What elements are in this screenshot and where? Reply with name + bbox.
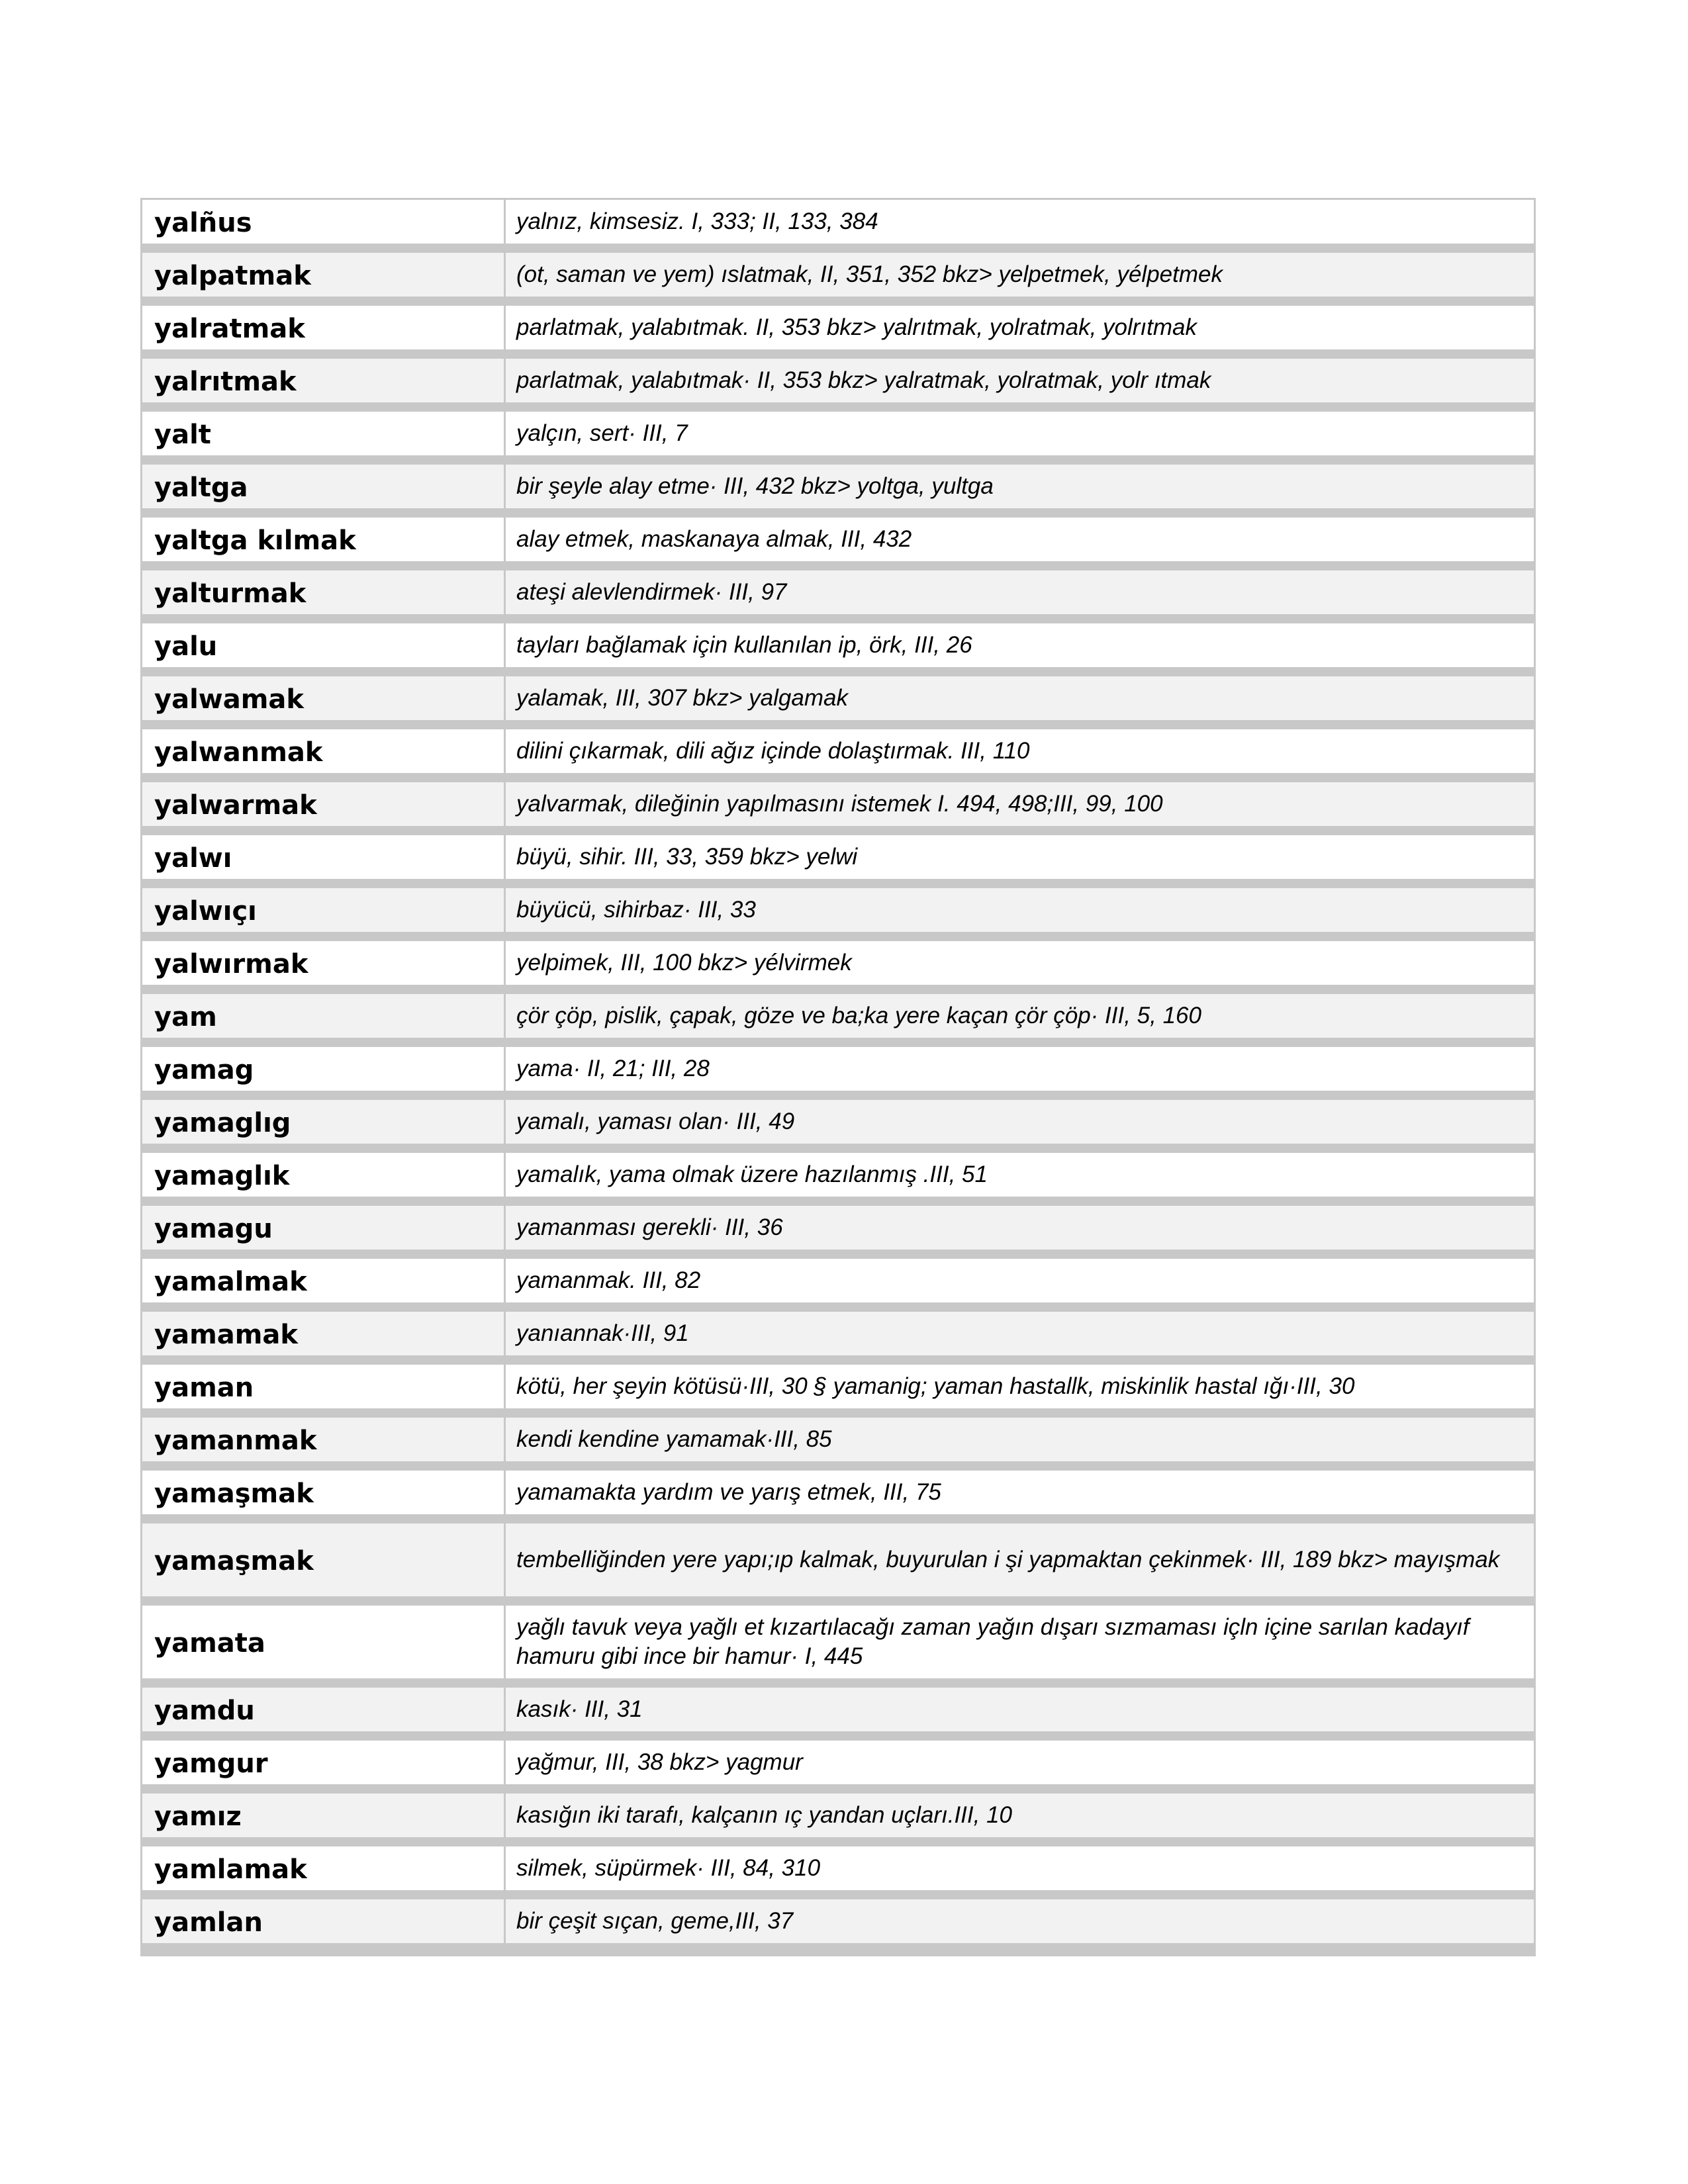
definition-cell: kötü, her şeyin kötüsü·III, 30 § yamanig; yaman hastallk, miskinlik hastal ığı·III, 30: [506, 1365, 1534, 1418]
term-cell: yalwanmak: [142, 729, 506, 782]
term-cell: yalpatmak: [142, 253, 506, 306]
table-row: [142, 1524, 1534, 1606]
term-cell: yaman: [142, 1365, 506, 1418]
table-row: [142, 623, 1534, 676]
term-cell: yalñus: [142, 200, 506, 253]
definition-cell: yama· II, 21; III, 28: [506, 1047, 1534, 1100]
table-row: [142, 465, 1534, 518]
term-cell: yamamak: [142, 1312, 506, 1365]
term-cell: yaltga kılmak: [142, 518, 506, 570]
term-cell: yamalmak: [142, 1259, 506, 1312]
term-cell: yalu: [142, 623, 506, 676]
table-row: [142, 1846, 1534, 1899]
definition-cell: yamalı, yaması olan· III, 49: [506, 1100, 1534, 1153]
table-row: [142, 359, 1534, 412]
term-cell: yamaşmak: [142, 1471, 506, 1524]
table-row: [142, 941, 1534, 994]
table-row: [142, 729, 1534, 782]
table-row: [142, 835, 1534, 888]
definition-cell: (ot, saman ve yem) ıslatmak, II, 351, 352 bkz> yelpetmek, yélpetmek: [506, 253, 1534, 306]
definition-cell: yelpimek, III, 100 bkz> yélvirmek: [506, 941, 1534, 994]
term-cell: yalturmak: [142, 570, 506, 623]
table-row: [142, 1100, 1534, 1153]
definition-cell: büyücü, sihirbaz· III, 33: [506, 888, 1534, 941]
table-row: [142, 1153, 1534, 1206]
definition-cell: bir çeşit sıçan, geme,III, 37: [506, 1899, 1534, 1943]
table-row: [142, 412, 1534, 465]
definition-cell: alay etmek, maskanaya almak, III, 432: [506, 518, 1534, 570]
table-row: [142, 1741, 1534, 1794]
table-row: [142, 1365, 1534, 1418]
definition-cell: yalnız, kimsesiz. I, 333; II, 133, 384: [506, 200, 1534, 253]
table-row: [142, 1418, 1534, 1471]
table-row: [142, 1688, 1534, 1741]
table-row: [142, 1047, 1534, 1100]
definition-cell: tayları bağlamak için kullanılan ip, örk, III, 26: [506, 623, 1534, 676]
term-cell: yamaglık: [142, 1153, 506, 1206]
definition-cell: yalvarmak, dileğinin yapılmasını istemek I. 494, 498;III, 99, 100: [506, 782, 1534, 835]
term-cell: yamız: [142, 1794, 506, 1846]
definition-cell: yağmur, III, 38 bkz> yagmur: [506, 1741, 1534, 1794]
term-cell: yamlan: [142, 1899, 506, 1943]
definition-cell: parlatmak, yalabıtmak· II, 353 bkz> yalratmak, yolratmak, yolr ıtmak: [506, 359, 1534, 412]
definition-cell: yamamakta yardım ve yarış etmek, III, 75: [506, 1471, 1534, 1524]
table-row: [142, 1794, 1534, 1846]
glossary-table: [140, 198, 1536, 1956]
definition-cell: silmek, süpürmek· III, 84, 310: [506, 1846, 1534, 1899]
definition-cell: tembelliğinden yere yapı;ıp kalmak, buyurulan i şi yapmaktan çekinmek· III, 189 bkz> mayışmak: [506, 1524, 1534, 1606]
term-cell: yamaglıg: [142, 1100, 506, 1153]
term-cell: yamanmak: [142, 1418, 506, 1471]
definition-cell: yamalık, yama olmak üzere hazılanmış .III, 51: [506, 1153, 1534, 1206]
term-cell: yamgur: [142, 1741, 506, 1794]
definition-cell: kasık· III, 31: [506, 1688, 1534, 1741]
table-row: [142, 306, 1534, 359]
definition-cell: kasığın iki tarafı, kalçanın ıç yandan uçları.III, 10: [506, 1794, 1534, 1846]
table-row: [142, 200, 1534, 253]
table-row: [142, 253, 1534, 306]
table-row: [142, 782, 1534, 835]
table-row: [142, 888, 1534, 941]
term-cell: yamlamak: [142, 1846, 506, 1899]
definition-cell: bir şeyle alay etme· III, 432 bkz> yoltga, yultga: [506, 465, 1534, 518]
term-cell: yam: [142, 994, 506, 1047]
term-cell: yamdu: [142, 1688, 506, 1741]
term-cell: yalwırmak: [142, 941, 506, 994]
table-row: [142, 1471, 1534, 1524]
table-row: [142, 676, 1534, 729]
term-cell: yalwamak: [142, 676, 506, 729]
term-cell: yamaşmak: [142, 1524, 506, 1606]
definition-cell: parlatmak, yalabıtmak. II, 353 bkz> yalrıtmak, yolratmak, yolrıtmak: [506, 306, 1534, 359]
term-cell: yalwı: [142, 835, 506, 888]
table-row: [142, 994, 1534, 1047]
table-row: [142, 518, 1534, 570]
definition-cell: yamanmak. III, 82: [506, 1259, 1534, 1312]
definition-cell: kendi kendine yamamak·III, 85: [506, 1418, 1534, 1471]
table-row: [142, 570, 1534, 623]
term-cell: yamag: [142, 1047, 506, 1100]
definition-cell: yağlı tavuk veya yağlı et kızartılacağı zaman yağın dışarı sızmaması içln içine sarılan kadayıf hamuru gibi ince bir hamur· I, 445: [506, 1606, 1534, 1688]
definition-cell: dilini çıkarmak, dili ağız içinde dolaştırmak. III, 110: [506, 729, 1534, 782]
term-cell: yalt: [142, 412, 506, 465]
term-cell: yamata: [142, 1606, 506, 1688]
table-row: [142, 1259, 1534, 1312]
term-cell: yalwıçı: [142, 888, 506, 941]
definition-cell: yamanması gerekli· III, 36: [506, 1206, 1534, 1259]
term-cell: yalrıtmak: [142, 359, 506, 412]
definition-cell: yanıannak·III, 91: [506, 1312, 1534, 1365]
definition-cell: yalamak, III, 307 bkz> yalgamak: [506, 676, 1534, 729]
term-cell: yamagu: [142, 1206, 506, 1259]
table-row: [142, 1312, 1534, 1365]
table-row: [142, 1606, 1534, 1688]
definition-cell: yalçın, sert· III, 7: [506, 412, 1534, 465]
definition-cell: çör çöp, pislik, çapak, göze ve ba;ka yere kaçan çör çöp· III, 5, 160: [506, 994, 1534, 1047]
term-cell: yalwarmak: [142, 782, 506, 835]
term-cell: yalratmak: [142, 306, 506, 359]
table-row: [142, 1899, 1534, 1943]
definition-cell: büyü, sihir. III, 33, 359 bkz> yelwi: [506, 835, 1534, 888]
definition-cell: ateşi alevlendirmek· III, 97: [506, 570, 1534, 623]
table-row: [142, 1206, 1534, 1259]
term-cell: yaltga: [142, 465, 506, 518]
